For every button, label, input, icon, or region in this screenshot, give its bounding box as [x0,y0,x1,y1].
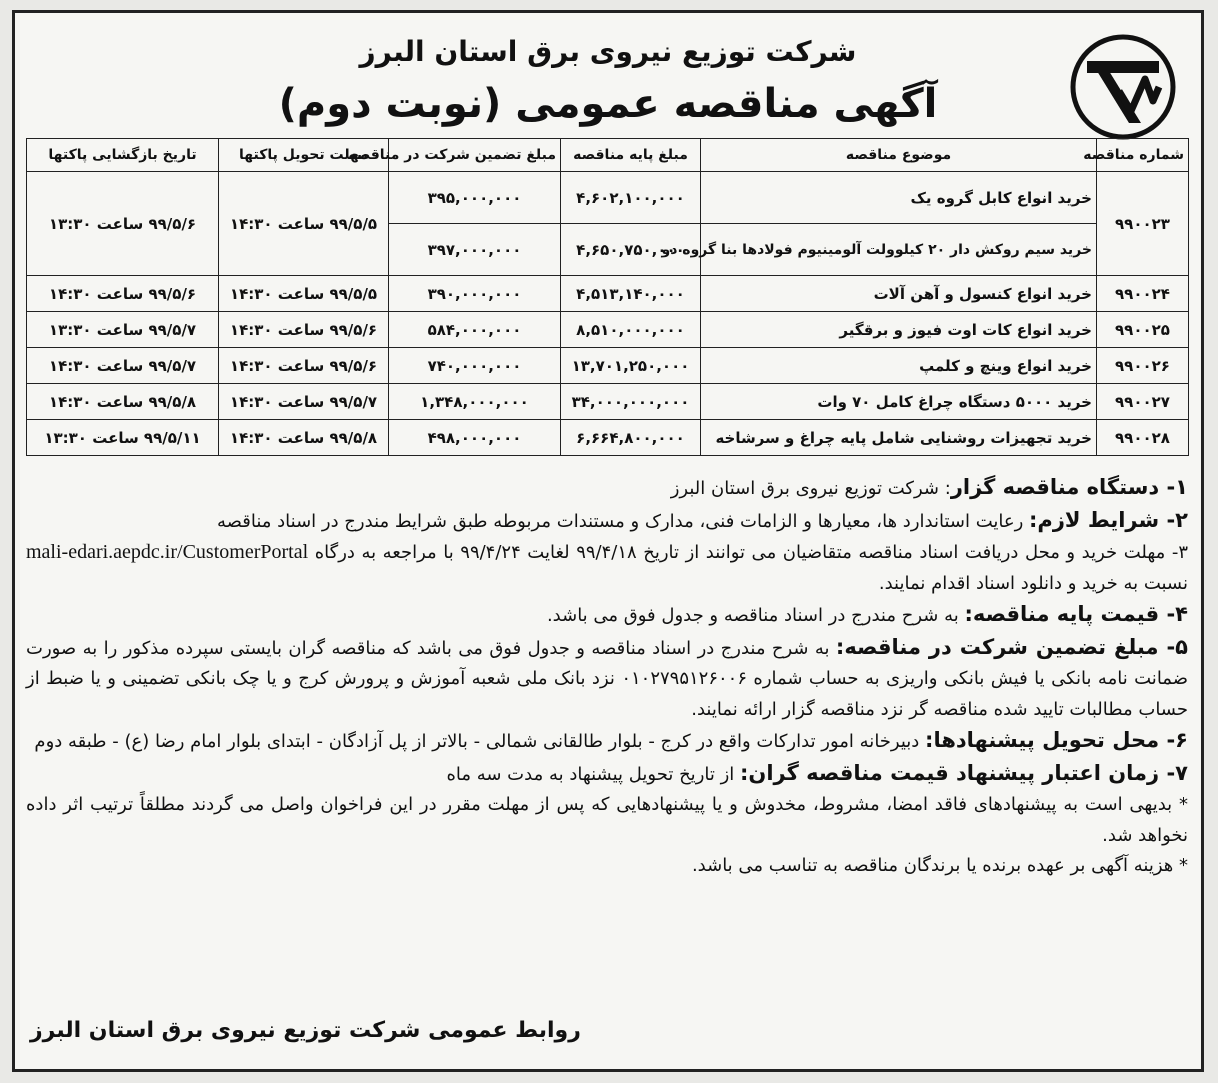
tender-number: ۹۹۰۰۲۳ [1097,172,1189,276]
opening-date: ۹۹/۵/۸ ساعت ۱۴:۳۰ [27,384,219,420]
col-header-guarantee: مبلغ تضمین شرکت در مناقصه [389,139,561,172]
tender-table [26,138,1189,456]
delivery-deadline: ۹۹/۵/۶ ساعت ۱۴:۳۰ [219,348,389,384]
guarantee-amount: ۴۹۸,۰۰۰,۰۰۰ [389,420,561,456]
tender-number: ۹۹۰۰۲۸ [1097,420,1189,456]
guarantee-amount: ۵۸۴,۰۰۰,۰۰۰ [389,312,561,348]
base-amount: ۶,۶۶۴,۸۰۰,۰۰۰ [561,420,701,456]
tender-subject: خرید انواع کابل گروه یک [701,172,1097,224]
clause-7: ۷- زمان اعتبار پیشنهاد قیمت مناقصه گران: از تاریخ تحویل پیشنهاد به مدت سه ماه [446,760,1188,785]
note-ad-cost: * هزینه آگهی بر عهده برنده یا برندگان مناقصه به تناسب می باشد. [691,855,1188,876]
clause-2: ۲- شرایط لازم: رعایت استاندارد ها، معیارها و الزامات فنی، مدارک و مستندات مربوطه طبق شرایط مندرج در اسناد مناقصه [217,507,1188,532]
base-amount: ۱۳,۷۰۱,۲۵۰,۰۰۰ [561,348,701,384]
base-amount: ۸,۵۱۰,۰۰۰,۰۰۰ [561,312,701,348]
table-row [27,348,1189,384]
note-invalid-bids: * بدیهی است به پیشنهادهای فاقد امضا، مشروط، مخدوش و یا پیشنهادهایی که پس از مهلت مقرر در این فراخوان واصل می گردند مطلقاً ترتیب اثر داده نخواهد شد. [26,794,1188,846]
notice-title: آگهی مناقصه عمومی (نوبت دوم) [278,81,938,127]
tender-subject: خرید انواع کنسول و آهن آلات [701,276,1097,312]
guarantee-amount: ۳۹۵,۰۰۰,۰۰۰ [389,172,561,224]
clause-4: ۴- قیمت پایه مناقصه: به شرح مندرج در اسناد مناقصه و جدول فوق می باشد. [546,602,1188,626]
tender-number: ۹۹۰۰۲۴ [1097,276,1189,312]
tender-subject: خرید انواع کات اوت فیوز و برقگیر [701,312,1097,348]
opening-date: ۹۹/۵/۱۱ ساعت ۱۳:۳۰ [27,420,219,456]
col-header-base-amount: مبلغ پایه مناقصه [561,139,701,172]
clause-6: ۶- محل تحویل پیشنهادها: دبیرخانه امور تدارکات واقع در کرج - بلوار طالقانی شمالی - بالاتر از پل آزادگان - ابتدای بلوار امام رضا (ع) - طبقه دوم [34,728,1188,752]
tender-subject: خرید تجهیزات روشنایی شامل پایه چراغ و سرشاخه [701,420,1097,456]
col-header-opening: تاریخ بازگشایی پاکتها [27,139,219,172]
guarantee-amount: ۳۹۰,۰۰۰,۰۰۰ [389,276,561,312]
delivery-deadline: ۹۹/۵/۵ ساعت ۱۴:۳۰ [219,172,389,276]
table-row [27,276,1189,312]
delivery-deadline: ۹۹/۵/۵ ساعت ۱۴:۳۰ [219,276,389,312]
opening-date: ۹۹/۵/۷ ساعت ۱۴:۳۰ [27,348,219,384]
notice-body [26,472,1188,882]
clause-3: ۳- مهلت خرید و محل دریافت اسناد مناقصه متقاضیان می توانند از تاریخ ۹۹/۴/۱۸ لغایت ۹۹/۴/۲۴ با مراجعه به درگاه mali-edari.aepdc.ir/CustomerPortal نسبت به خرید و دانلود اسناد اقدام نمایند. [26,541,1188,594]
base-amount: ۴,۶۵۰,۷۵۰,۰۰۰ [561,224,701,276]
guarantee-amount: ۷۴۰,۰۰۰,۰۰۰ [389,348,561,384]
tender-subject: خرید سیم روکش دار ۲۰ کیلوولت آلومینیوم فولادها بنا گروه دو [701,224,1097,276]
clause-5: ۵- مبلغ تضمین شرکت در مناقصه: به شرح مندرج در اسناد مناقصه و جدول فوق می باشد که مناقصه گران بایستی سپرده مذکور را به صورت ضمانت نامه بانکی یا فیش بانکی واریزی به حساب شماره ۰۱۰۲۷۹۵۱۲۶۰۰۶ نزد بانک ملی شعبه آموزش و پرورش کرج و یا چک بانکی تضمینی و یا ضبط از حساب مطالبات تایید شده مناقصه گر نزد مناقصه گزار ارائه نمایند. [26,634,1188,720]
guarantee-amount: ۱,۳۴۸,۰۰۰,۰۰۰ [389,384,561,420]
opening-date: ۹۹/۵/۶ ساعت ۱۴:۳۰ [27,276,219,312]
table-row [27,384,1189,420]
base-amount: ۴,۵۱۳,۱۴۰,۰۰۰ [561,276,701,312]
table-row [27,172,1189,224]
tender-number: ۹۹۰۰۲۷ [1097,384,1189,420]
footer-signature: روابط عمومی شرکت توزیع نیروی برق استان البرز [30,1018,581,1043]
guarantee-amount: ۳۹۷,۰۰۰,۰۰۰ [389,224,561,276]
customer-portal-link[interactable]: mali-edari.aepdc.ir/CustomerPortal [26,541,309,563]
delivery-deadline: ۹۹/۵/۸ ساعت ۱۴:۳۰ [219,420,389,456]
col-header-deadline: مهلت تحویل پاکتها [219,139,389,172]
table-header-row [27,139,1189,172]
base-amount: ۴,۶۰۲,۱۰۰,۰۰۰ [561,172,701,224]
tender-number: ۹۹۰۰۲۶ [1097,348,1189,384]
col-header-number: شماره مناقصه [1097,139,1189,172]
tender-subject: خرید ۵۰۰۰ دستگاه چراغ کامل ۷۰ وات [701,384,1097,420]
col-header-subject: موضوع مناقصه [701,139,1097,172]
table-row [27,420,1189,456]
opening-date: ۹۹/۵/۶ ساعت ۱۳:۳۰ [27,172,219,276]
clause-1: ۱- دستگاه مناقصه گزار: شرکت توزیع نیروی برق استان البرز [670,475,1188,499]
tender-subject: خرید انواع وینچ و کلمپ [701,348,1097,384]
table-row [27,312,1189,348]
company-name: شرکت توزیع نیروی برق استان البرز [359,35,857,68]
delivery-deadline: ۹۹/۵/۶ ساعت ۱۴:۳۰ [219,312,389,348]
tender-number: ۹۹۰۰۲۵ [1097,312,1189,348]
delivery-deadline: ۹۹/۵/۷ ساعت ۱۴:۳۰ [219,384,389,420]
base-amount: ۳۴,۰۰۰,۰۰۰,۰۰۰ [561,384,701,420]
opening-date: ۹۹/۵/۷ ساعت ۱۳:۳۰ [27,312,219,348]
